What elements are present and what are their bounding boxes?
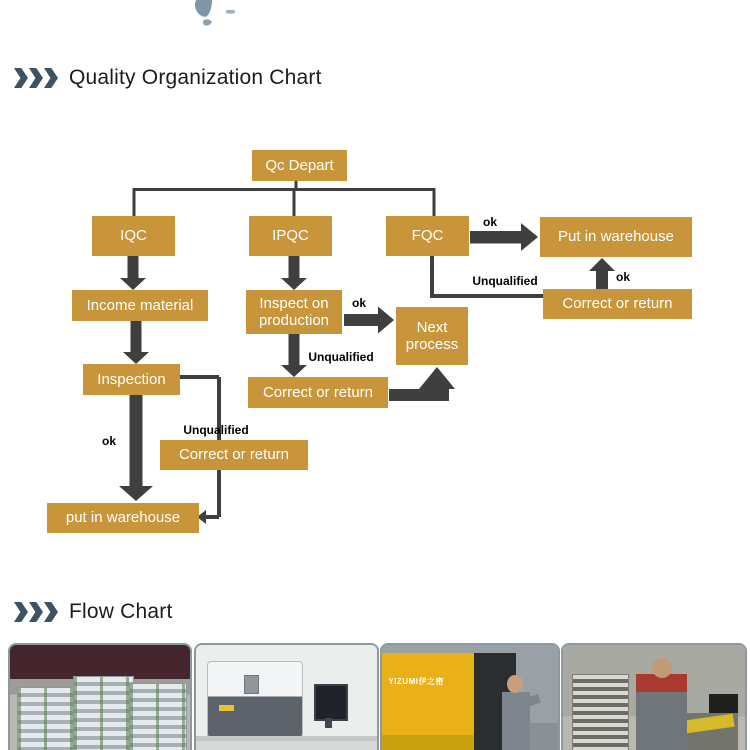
edge-label-ok-iqc: ok <box>101 434 117 448</box>
edge-label-ok-ipqc: ok <box>351 296 367 310</box>
org-node-next-process: Next process <box>396 307 468 365</box>
quality-section-title: Quality Organization Chart <box>69 66 322 89</box>
org-node-inspection: Inspection <box>83 364 180 395</box>
org-node-ipqc: IPQC <box>249 216 332 256</box>
org-node-iqc: IQC <box>92 216 175 256</box>
org-node-put-in-warehouse-bottom: put in warehouse <box>47 503 199 533</box>
flow-section-title: Flow Chart <box>69 600 173 623</box>
org-node-inspect-on-production: Inspect on production <box>246 290 342 334</box>
edge-label-unqualified-iqc: Unqualified <box>183 423 249 437</box>
org-node-correct-or-return-right: Correct or return <box>543 289 692 319</box>
edge-label-unqualified-fqc: Unqualified <box>472 274 538 288</box>
org-node-correct-or-return-left: Correct or return <box>160 440 308 470</box>
org-node-qc-depart: Qc Depart <box>252 150 347 181</box>
edge-label-ok-fqc: ok <box>482 215 498 229</box>
org-node-correct-or-return-mid: Correct or return <box>248 377 388 408</box>
org-node-put-in-warehouse: Put in warehouse <box>540 217 692 257</box>
machine-brand-label: YIZUMI伊之密 <box>388 677 444 687</box>
edge-label-ok-correct-right: ok <box>615 270 631 284</box>
edge-label-unqualified-ipqc: Unqualified <box>308 350 374 364</box>
org-node-fqc: FQC <box>386 216 469 256</box>
org-node-income-material: Income material <box>72 290 208 321</box>
